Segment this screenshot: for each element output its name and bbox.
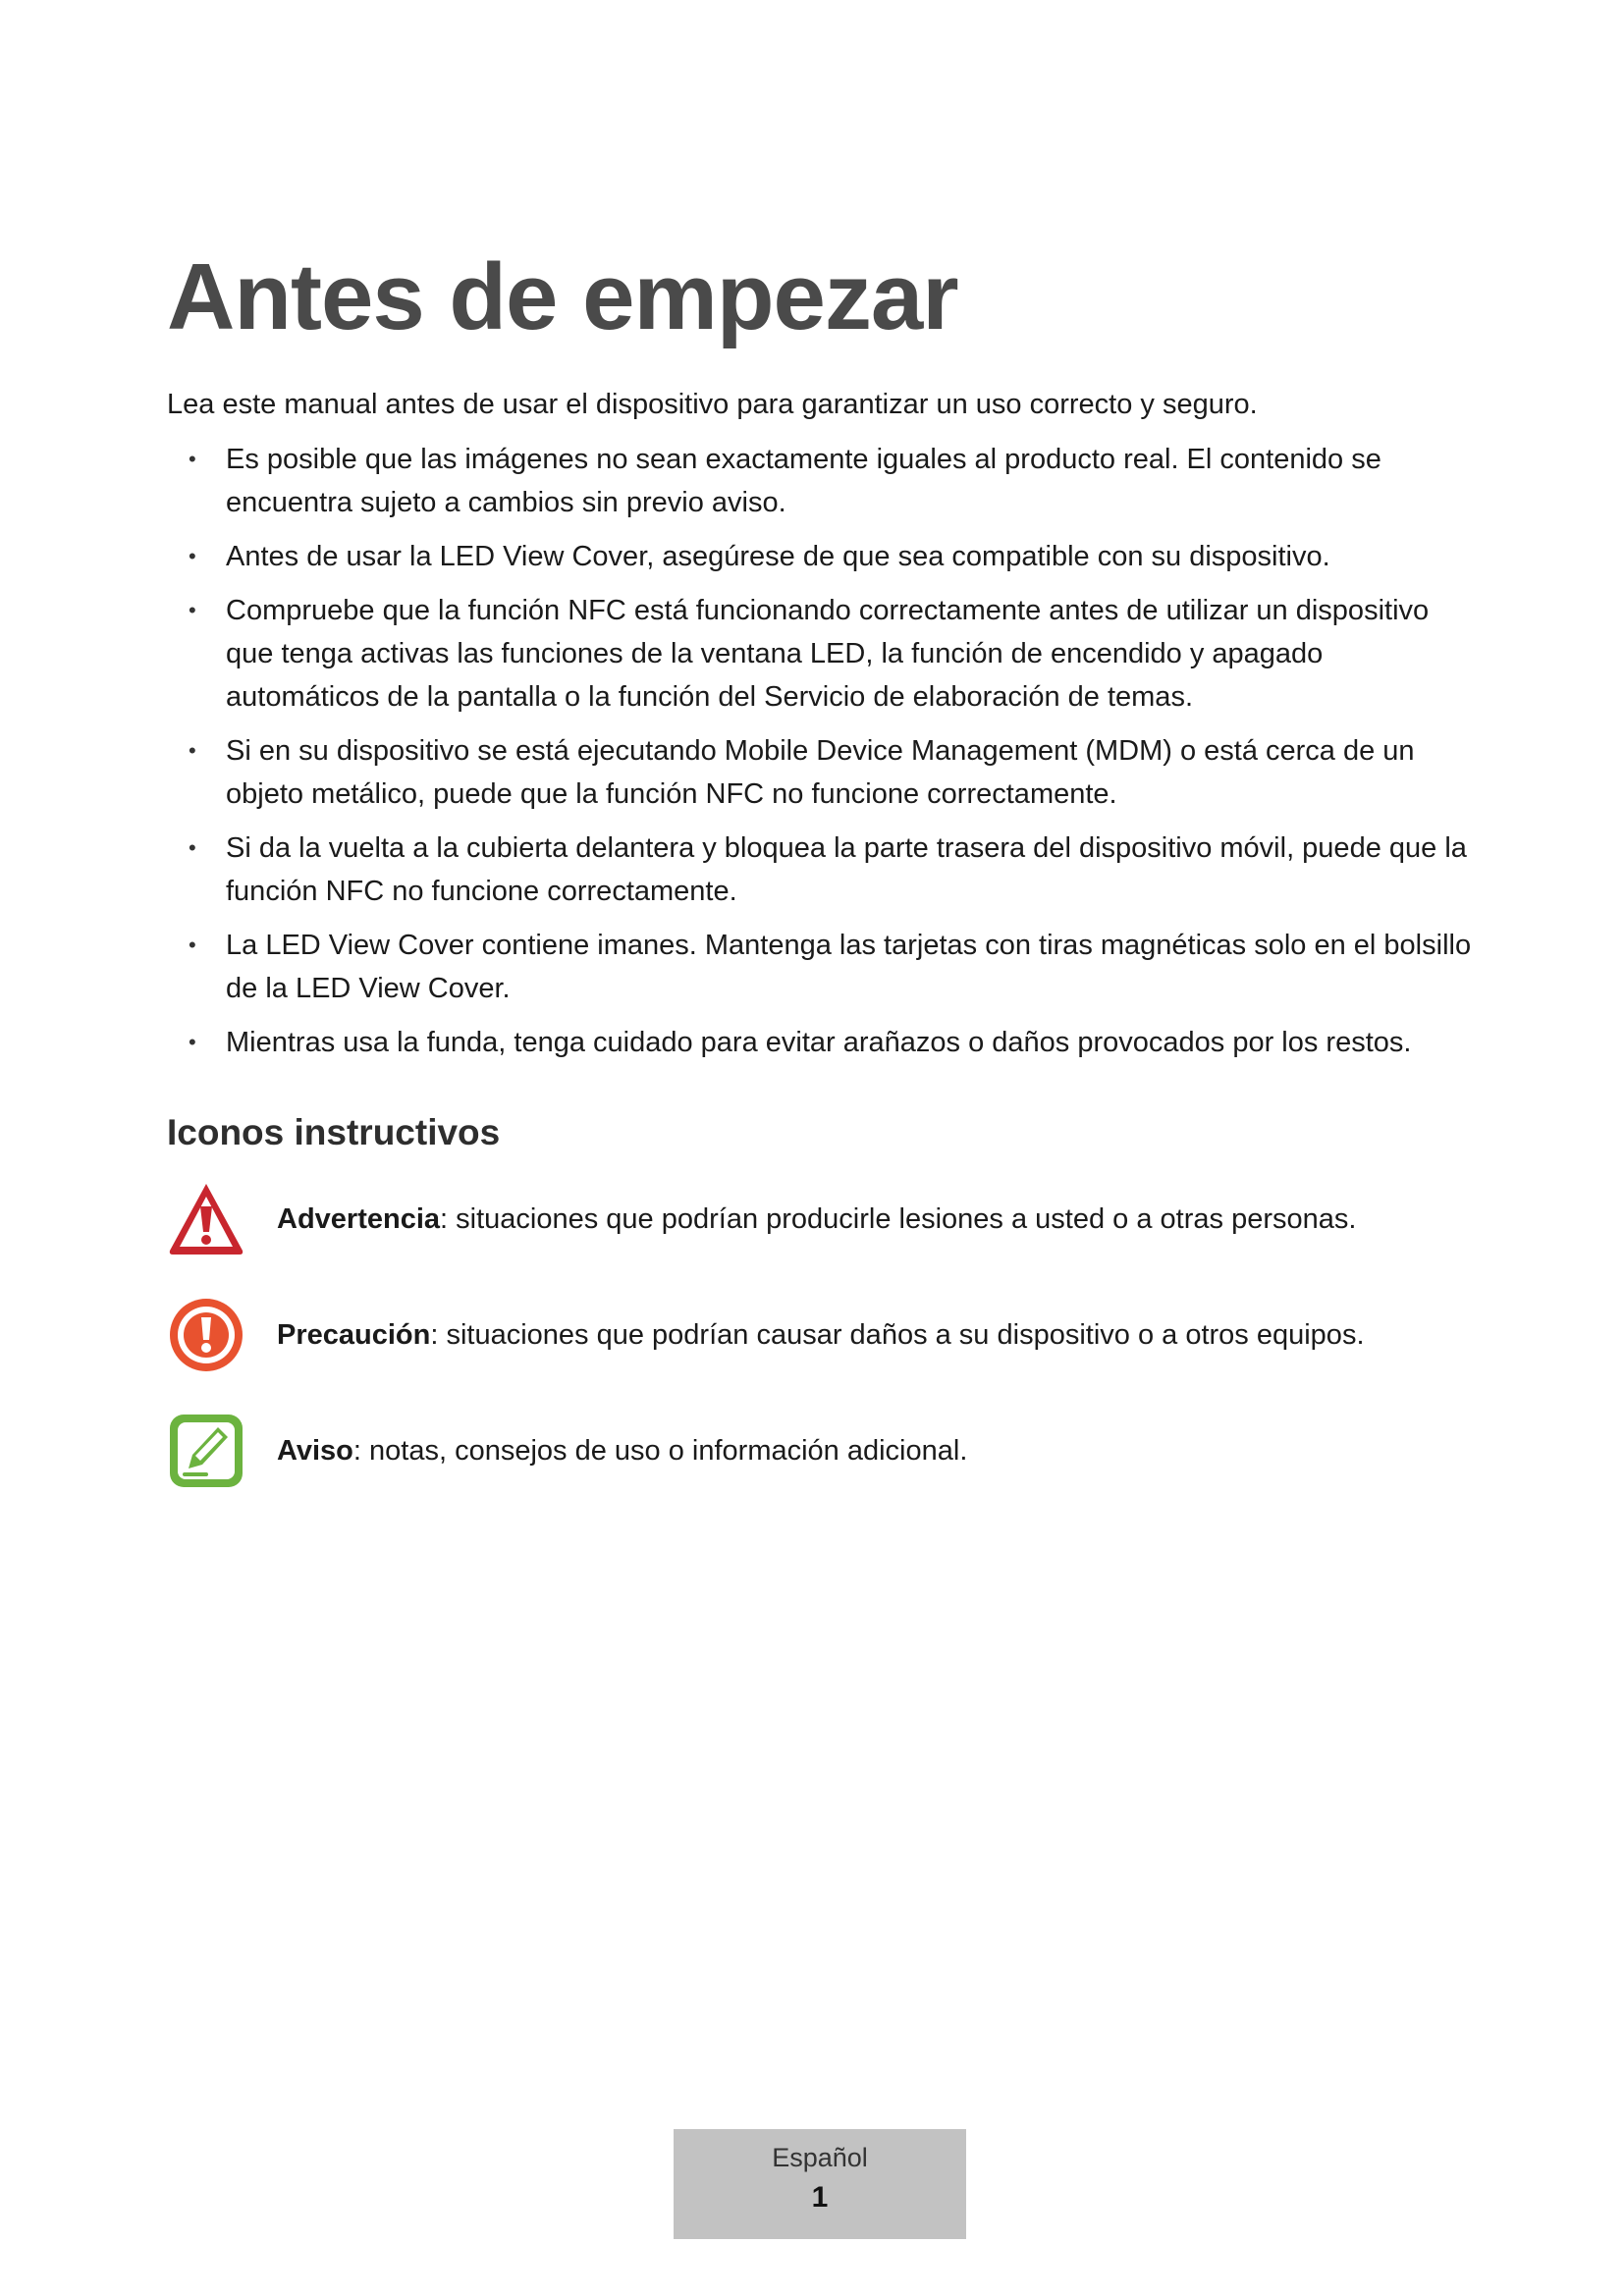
list-item: • Compruebe que la función NFC está funcionando correctamente antes de utilizar un dispositivo que tenga activas las funciones de la ventana LED, la función de encendido y apagado automáticos de la pantalla o la función del Servicio de elaboración de temas.: [167, 589, 1473, 719]
list-item: • Mientras usa la funda, tenga cuidado para evitar arañazos o daños provocados por los restos.: [167, 1021, 1473, 1064]
caution-description: Precaución: situaciones que podrían causar daños a su dispositivo o a otros equipos.: [277, 1318, 1365, 1351]
list-item: • Si da la vuelta a la cubierta delantera y bloquea la parte trasera del dispositivo móvil, puede que la función NFC no funcione correctamente.: [167, 827, 1473, 913]
caution-row: [167, 1296, 1473, 1374]
list-item: • Es posible que las imágenes no sean exactamente iguales al producto real. El contenido se encuentra sujeto a cambios sin previo aviso.: [167, 438, 1473, 524]
list-item: • Si en su dispositivo se está ejecutando Mobile Device Management (MDM) o está cerca de un objeto metálico, puede que la función NFC no funcione correctamente.: [167, 729, 1473, 816]
page-footer: [674, 2129, 966, 2239]
bullet-icon: •: [189, 446, 196, 471]
page-number: 1: [811, 2181, 829, 2214]
bullet-list: [167, 438, 1473, 1064]
bullet-icon: •: [189, 597, 196, 622]
page-title: Antes de empezar: [167, 244, 958, 349]
caution-circle-icon: [167, 1296, 245, 1374]
note-description: Aviso: notas, consejos de uso o información adicional.: [277, 1434, 968, 1467]
note-row: [167, 1412, 1473, 1490]
section-heading: Iconos instructivos: [167, 1111, 501, 1152]
bullet-icon: •: [189, 834, 196, 860]
warning-row: [167, 1180, 1473, 1258]
warning-description: Advertencia: situaciones que podrían producirle lesiones a usted o a otras personas.: [277, 1202, 1357, 1235]
warning-triangle-icon: [167, 1180, 245, 1258]
note-pencil-icon: [167, 1412, 245, 1490]
list-item: • La LED View Cover contiene imanes. Mantenga las tarjetas con tiras magnéticas solo en el bolsillo de la LED View Cover.: [167, 924, 1473, 1010]
list-item: • Antes de usar la LED View Cover, asegúrese de que sea compatible con su dispositivo.: [167, 535, 1473, 578]
intro-paragraph: Lea este manual antes de usar el dispositivo para garantizar un uso correcto y seguro.: [167, 388, 1258, 420]
bullet-icon: •: [189, 737, 196, 763]
bullet-icon: •: [189, 932, 196, 957]
page-content: [167, 245, 1473, 1527]
bullet-icon: •: [189, 1029, 196, 1054]
footer-language: Español: [772, 2143, 868, 2172]
bullet-icon: •: [189, 543, 196, 568]
